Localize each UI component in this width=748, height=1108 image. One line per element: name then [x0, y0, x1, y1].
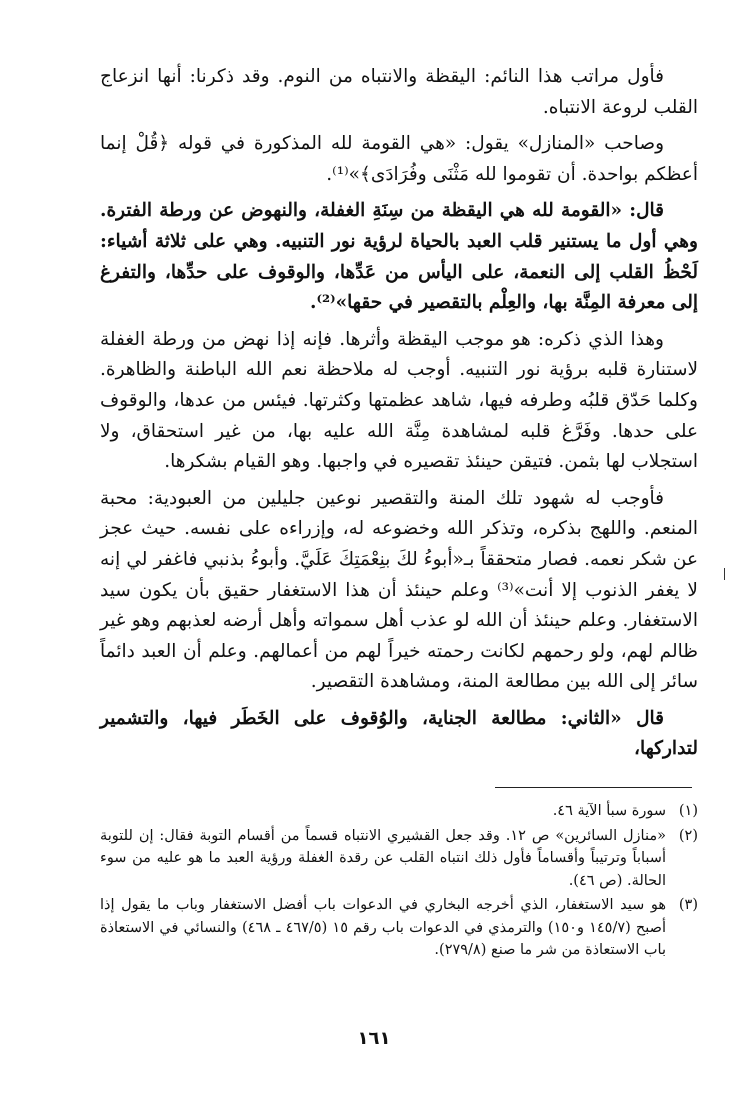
page-number: ١٦١: [357, 1028, 391, 1049]
footnote-text: هو سيد الاستغفار، الذي أخرجه البخاري في الدعوات باب أفضل الاستغفار وباب ما يقول إذا أصبح (١٤٥/٧ و١٥٠) والترمذي في الدعوات باب رقم ١٥ (٤٦٧/٥ ـ ٤٦٨) والنسائي في الاستعاذة باب الاستعاذة من شر ما صنع (٢٧٩/٨).: [100, 897, 667, 958]
footnote-2: [100, 825, 698, 893]
main-text: [100, 62, 698, 765]
footnote-3: [100, 894, 698, 962]
paragraph-1: فأول مراتب هذا النائم: اليقظة والانتباه من النوم. وقد ذكرنا: أنها انزعاج القلب لروعة الانتباه.: [100, 66, 698, 118]
footnote-separator: [495, 787, 692, 788]
margin-mark: [724, 568, 725, 580]
paragraph-3-quote: قال: «القومة لله هي اليقظة من سِنَةِ الغفلة، والنهوض عن ورطة الفترة. وهي أول ما يستنير قلب العبد بالحياة لرؤية نور التنبيه. وهي على ثلاثة أشياء: لَحْظُ القلب إلى النعمة، على اليأس من عَدِّها، والوقوف على حدِّها، والتفرغ إلى معرفة المِنَّة بها، والعِلْم بالتقصير في حقها»⁽²⁾.: [100, 200, 698, 314]
footnote-number: (٣): [678, 897, 698, 913]
footnotes: [100, 800, 698, 964]
footnote-1: [100, 800, 698, 823]
footnote-text: سورة سبأ الآية ٤٦.: [552, 803, 666, 819]
paragraph-4: وهذا الذي ذكره: هو موجب اليقظة وأثرها. فإنه إذا نهض من ورطة الغفلة لاستنارة قلبه برؤية نور التنبيه. أوجب له ملاحظة نعم الله الباطنة والظاهرة. وكلما حَدّق قلبُه وطرفه فيها، شاهد عظمتها وكثرتها. فيئس من عدها، والوقوف على حدها. وفَرَّغ قلبه لمشاهدة مِنَّة الله عليه بها، من غير استحقاق، ولا استجلاب لها بثمن. فتيقن حينئذ تقصيره في واجبها. وهو القيام بشكرها.: [100, 328, 698, 473]
footnote-number: (١): [678, 803, 698, 819]
footnote-text: «منازل السائرين» ص ١٢. وقد جعل القشيري الانتباه قسماً من أقسام التوبة فقال: إن للتوبة أسباباً وترتيباً وأقساماً فأول ذلك انتباه القلب عن رقدة الغفلة ورؤية العبد ما هو عليه من سوء الحالة. (ص ٤٦).: [100, 827, 666, 889]
paragraph-5: فأوجب له شهود تلك المنة والتقصير نوعين جليلين من العبودية: محبة المنعم. واللهج بذكره، وتذكر الله وخضوعه له، وإزراءه على نفسه. حيث عجز عن شكر نعمه. فصار متحققاً بـ«أبوءُ لكَ بنِعْمَتِكَ عَلَيَّ. وأبوءُ بذنبي فاغفر لي إنه لا يغفر الذنوب إلا أنت»⁽³⁾ وعلم حينئذ أن هذا الاستغفار حقيق بأن يكون سيد الاستغفار. وعلم حينئذ أن الله لو عذب أهل سمواته وأهل أرضه لعذبهم وهو غير ظالم لهم، ولو رحمهم لكانت رحمته خيراً لهم من أعمالهم. وعلم أن العبد دائماً سائر إلى الله بين مطالعة المنة، ومشاهدة التقصير.: [100, 487, 698, 693]
footnote-number: (٢): [678, 827, 698, 844]
paragraph-2: وصاحب «المنازل» يقول: «هي القومة لله المذكورة في قوله ﴿قُلْ إنما أعظكم بواحدة. أن تقوموا لله مَثْنَى وفُرَادَى﴾»⁽¹⁾.: [100, 133, 698, 185]
paragraph-6-quote: قال «الثاني: مطالعة الجناية، والوُقوف على الخَطَر فيها، والتشمير لتداركها،: [100, 707, 698, 760]
